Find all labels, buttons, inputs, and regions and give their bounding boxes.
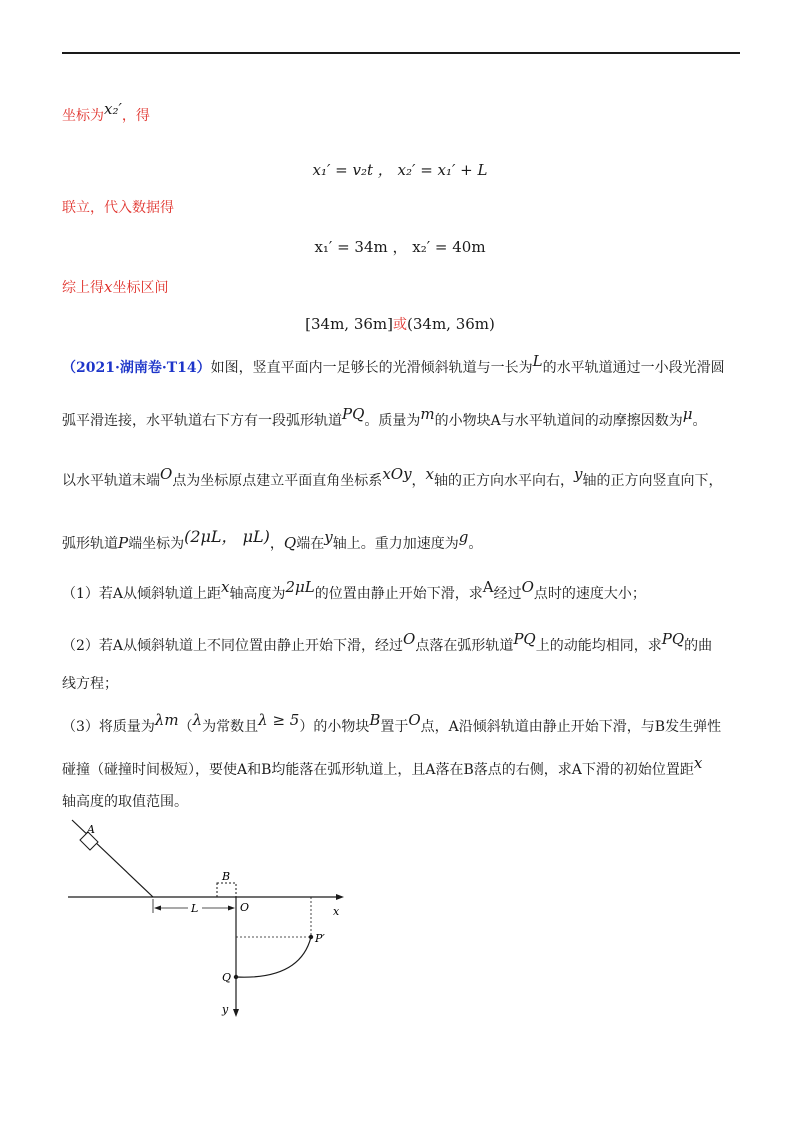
label-x: x xyxy=(333,905,340,918)
math-var: 2μL xyxy=(285,578,315,596)
label-o: O xyxy=(240,901,250,914)
math-var: B xyxy=(369,711,381,729)
text: 。质量为 xyxy=(364,413,421,429)
question-1 xyxy=(62,578,646,604)
solution-line-3 xyxy=(62,277,168,298)
text: ，得 xyxy=(121,108,150,124)
equation-2: x₁′ = 34m ， x₂′ = 40m xyxy=(314,238,486,256)
math-coord: (2μL， μL) xyxy=(184,527,270,546)
math-var: Q xyxy=(283,534,297,552)
problem-line-2 xyxy=(62,405,707,431)
point-p xyxy=(309,935,313,939)
math-var: λm xyxy=(154,711,179,729)
text: 轴上。重力加速度为 xyxy=(332,536,459,552)
or-text: 或 xyxy=(393,317,407,333)
math-var: λ ≥ 5 xyxy=(258,711,300,729)
text: 轴的正方向竖直向下， xyxy=(582,473,723,489)
text: 点落在弧形轨道 xyxy=(415,638,514,654)
math-var: x xyxy=(104,278,113,296)
label-p: P′ xyxy=(315,932,325,945)
l-arrowhead-left xyxy=(154,906,161,911)
math-var: O xyxy=(408,711,421,729)
text: 端坐标为 xyxy=(128,536,185,552)
text: 坐标区间 xyxy=(112,280,169,296)
block-b xyxy=(217,883,236,897)
text: 的小物块A与水平轨道间的动摩擦因数为 xyxy=(434,413,683,429)
point-q xyxy=(234,975,238,979)
text: 轴高度为 xyxy=(229,586,286,602)
question-3 xyxy=(62,711,722,737)
problem-line-1 xyxy=(62,352,725,378)
question-3-cont xyxy=(62,754,703,780)
track-diagram xyxy=(60,815,360,1020)
text: 置于 xyxy=(380,719,409,735)
text: 端在 xyxy=(296,536,325,552)
label-b: B xyxy=(222,870,231,883)
arc-pq xyxy=(236,937,311,977)
text: （1）若A从倾斜轨道上距 xyxy=(62,586,222,602)
math-var: xOy xyxy=(382,465,412,483)
solution-line-1 xyxy=(62,100,150,126)
x-axis-arrow xyxy=(336,894,344,900)
text: 坐标为 xyxy=(62,108,104,124)
text: 的水平轨道通过一小段光滑圆 xyxy=(542,360,725,376)
math-var: y xyxy=(324,528,333,546)
text: 上的动能均相同，求 xyxy=(535,638,662,654)
text: ， xyxy=(411,473,426,489)
text: ）的小物块 xyxy=(299,719,370,735)
text: 为常数且 xyxy=(202,719,259,735)
math-var: A xyxy=(482,578,494,596)
math-var: λ xyxy=(192,711,203,729)
label-l: L xyxy=(191,902,199,915)
label-y: y xyxy=(222,1003,229,1016)
math-var: L xyxy=(532,352,543,370)
math-var: x xyxy=(221,578,230,596)
text: （3）将质量为 xyxy=(62,719,155,735)
math-var: P xyxy=(118,534,129,552)
text: （2）若A从倾斜轨道上不同位置由静止开始下滑，经过 xyxy=(62,638,404,654)
equation-1: x₁′ = v₂t ， x₂′ = x₁′ + L xyxy=(312,161,488,179)
header-rule xyxy=(62,52,740,54)
math-var: O xyxy=(521,578,534,596)
text: 。 xyxy=(692,413,707,429)
text: 点，A沿倾斜轨道由静止开始下滑，与B发生弹性 xyxy=(420,719,722,735)
l-arrowhead-right xyxy=(228,906,235,911)
question-2-cont: 线方程； xyxy=(62,676,118,692)
text: 综上得 xyxy=(62,280,104,296)
math-var: x xyxy=(693,754,703,772)
text: 弧平滑连接，水平轨道右下方有一段弧形轨道 xyxy=(62,413,342,429)
y-axis-arrow xyxy=(233,1009,239,1017)
text: （ xyxy=(178,719,193,735)
math-var: g xyxy=(458,528,469,546)
math-var: O xyxy=(160,465,173,483)
text: 点时的速度大小； xyxy=(533,586,646,602)
text: 的曲 xyxy=(684,638,713,654)
text: ， xyxy=(269,536,284,552)
solution-line-2: 联立，代入数据得 xyxy=(62,200,174,216)
math-var: PQ xyxy=(513,630,536,648)
math-var: μ xyxy=(682,405,693,423)
math-var: m xyxy=(420,405,435,423)
equation-3 xyxy=(0,314,800,335)
label-q: Q xyxy=(222,971,232,984)
text: 如图，竖直平面内一足够长的光滑倾斜轨道与一长为 xyxy=(210,360,533,376)
text: 经过 xyxy=(493,586,522,602)
math-var: y xyxy=(574,465,583,483)
problem-line-4 xyxy=(62,527,483,554)
problem-line-3 xyxy=(62,465,723,491)
text: 以水平轨道末端 xyxy=(62,473,160,489)
math-var: PQ xyxy=(661,630,685,648)
math-var: x₂′ xyxy=(104,100,122,118)
interval-closed: [34m, 36m] xyxy=(305,315,393,333)
math-var: O xyxy=(403,630,416,648)
interval-open: (34m, 36m) xyxy=(407,315,495,333)
question-2 xyxy=(62,630,713,656)
text: 点为坐标原点建立平面直角坐标系 xyxy=(172,473,383,489)
question-3-end: 轴高度的取值范围。 xyxy=(62,794,188,810)
math-var: PQ xyxy=(342,405,365,423)
text: 弧形轨道 xyxy=(62,536,118,552)
problem-tag: （2021·湖南卷·T14） xyxy=(62,360,211,376)
text: 碰撞（碰撞时间极短），要使A和B均能落在弧形轨道上，且A落在B落点的右侧，求A下滑的初始位置距 xyxy=(62,762,694,778)
ramp-line xyxy=(72,820,153,897)
math-var: x xyxy=(425,465,435,483)
text: 的位置由静止开始下滑，求 xyxy=(314,586,483,602)
text: 。 xyxy=(468,536,483,552)
text: 轴的正方向水平向右， xyxy=(434,473,575,489)
label-a: A xyxy=(87,823,95,836)
